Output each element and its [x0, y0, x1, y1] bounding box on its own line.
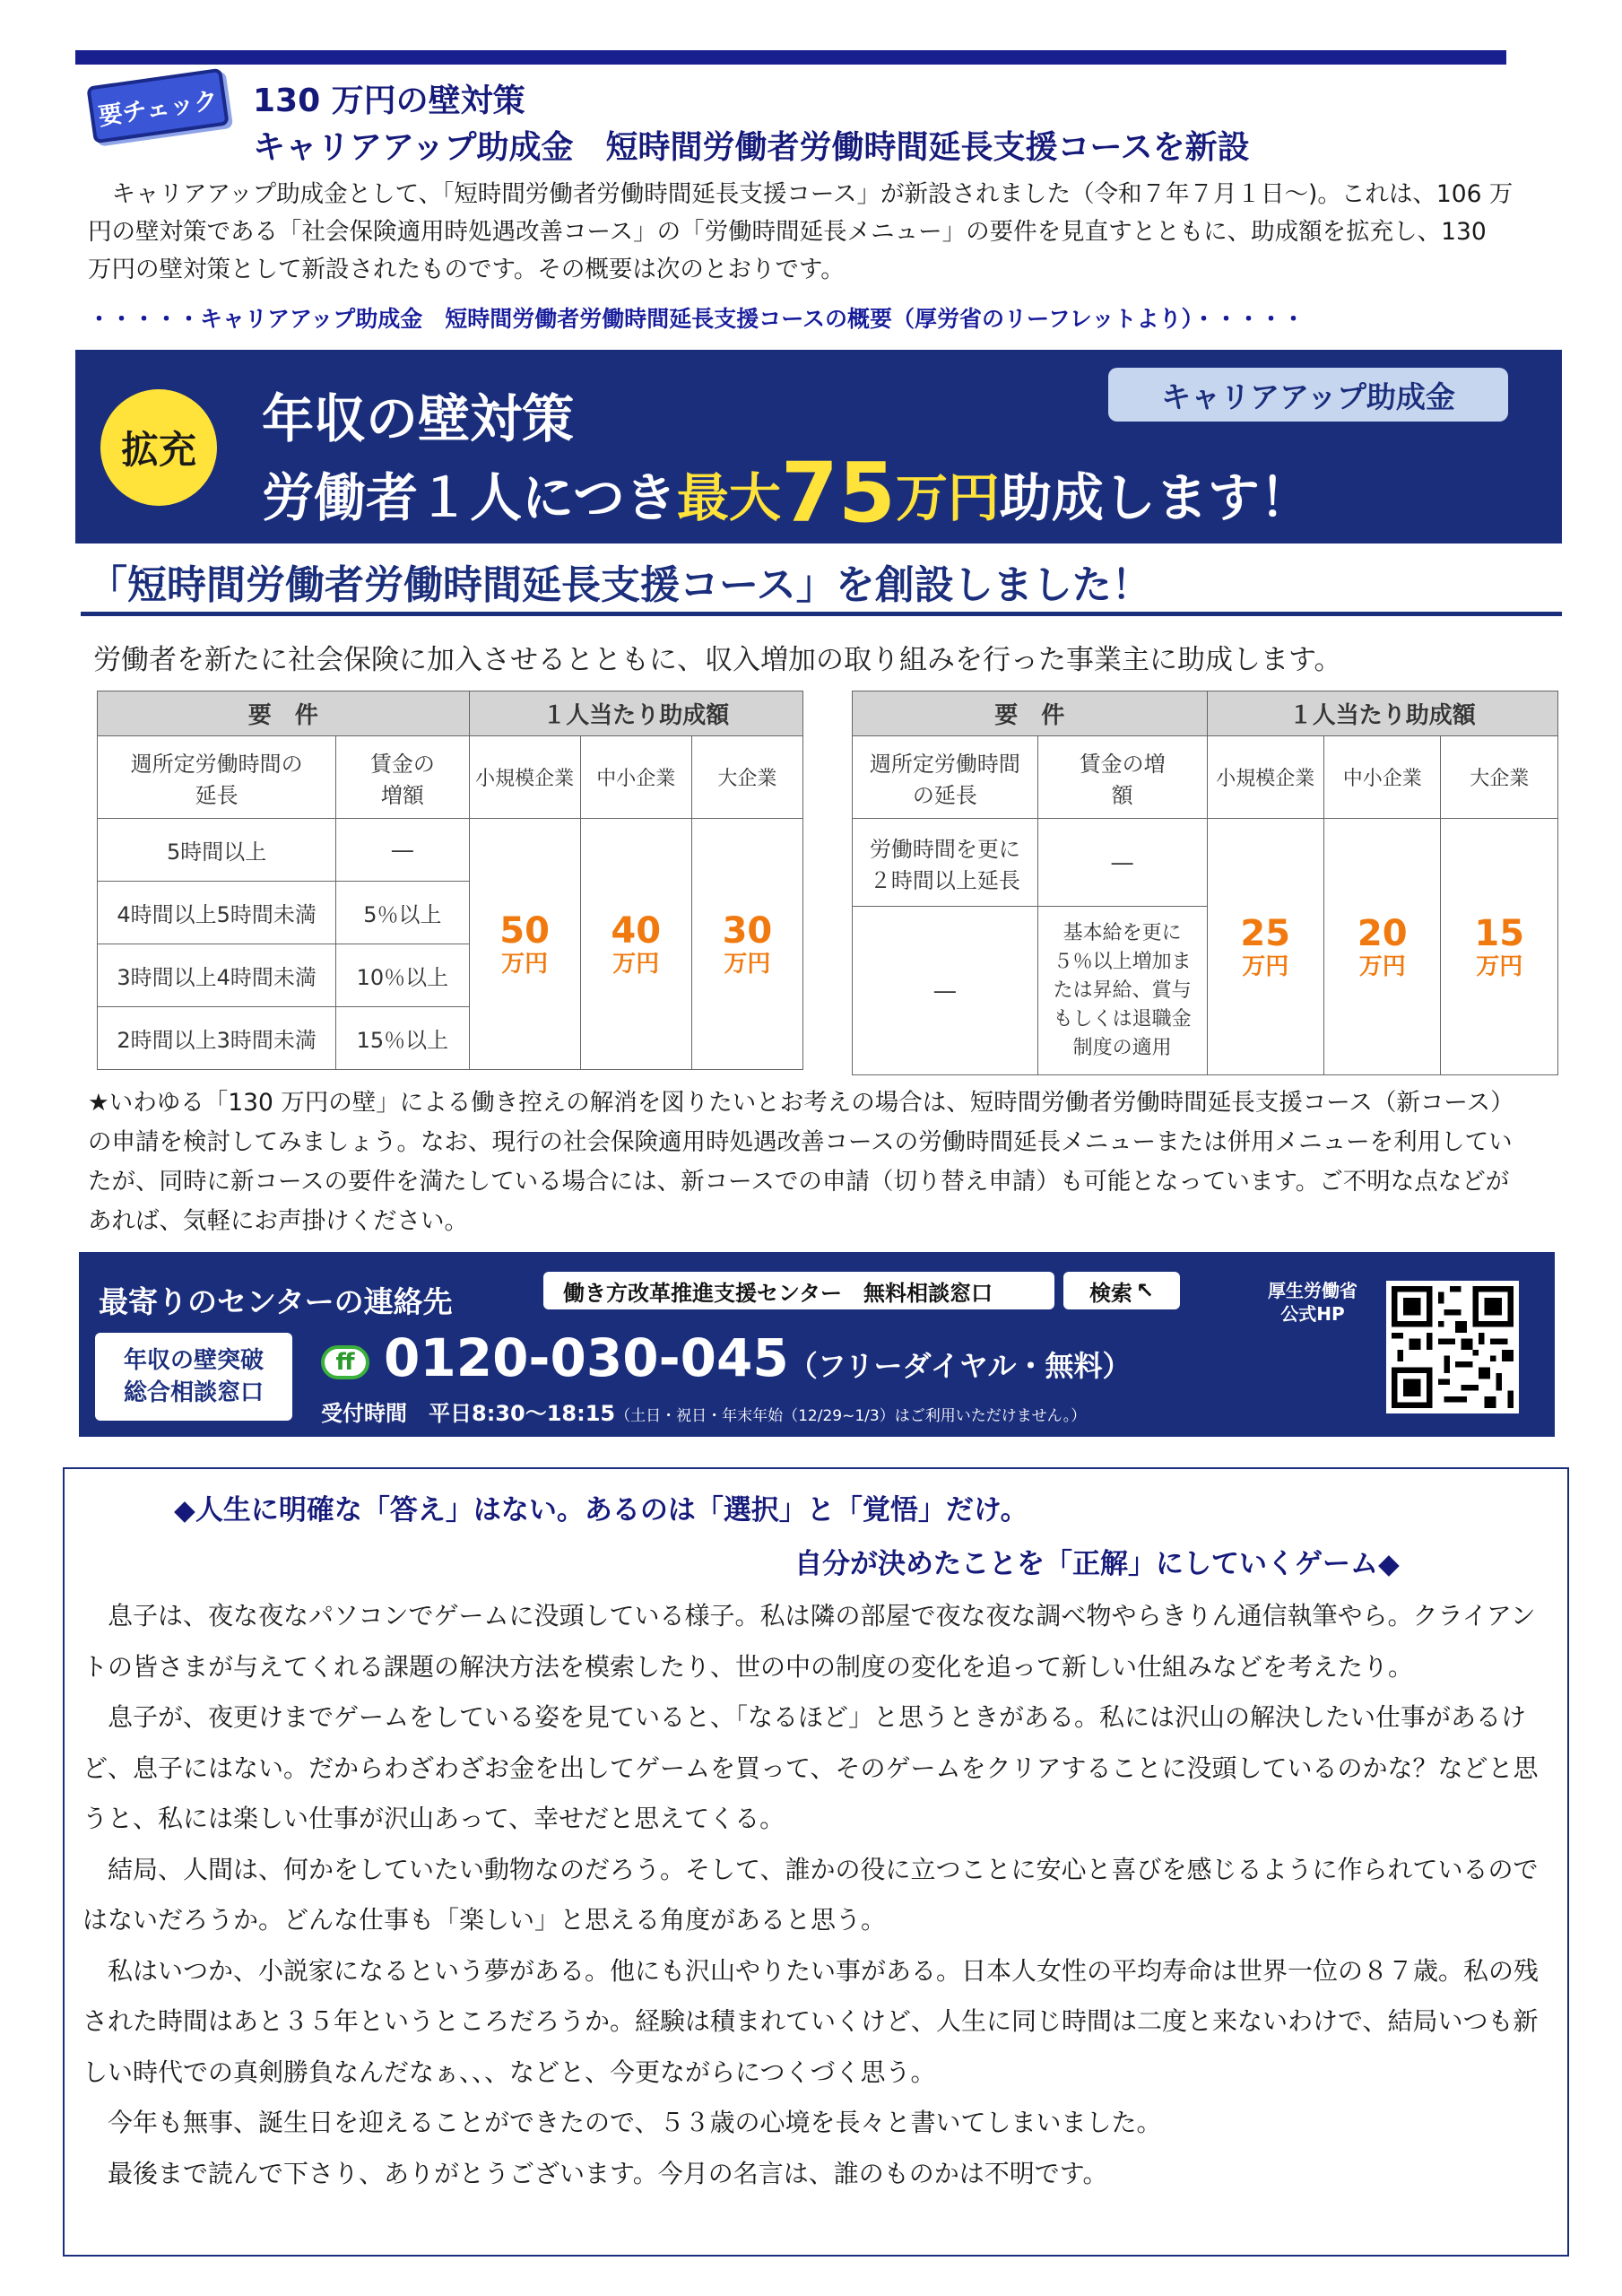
consultation-window: 年収の壁突破 総合相談窓口	[95, 1333, 292, 1421]
essay-paragraph: 息子は、夜な夜なパソコンでゲームに没頭している様子。私は隣の部屋で夜な夜な調べ物やらきりん通信執筆やら。クライアントの皆さまが与えてくれる課題の解決方法を模索したり、世の中の制度の変化を追って新しい仕組みなどを考えたり。	[82, 1601, 1536, 1682]
essay-paragraph: 今年も無事、誕生日を迎えることができたので、５３歳の心境を長々と書いてしまいました。	[108, 2108, 1162, 2137]
banner-pre: 労働者１人につき	[262, 467, 677, 528]
banner-post: 助成します！	[999, 467, 1312, 528]
header-requirements: 要 件	[853, 691, 1208, 736]
essay-heading-2: 自分が決めたことを「正解」にしていくゲーム◆	[794, 1548, 1400, 1580]
amount-large: 15 万円	[1441, 819, 1558, 1075]
course-title-rule	[81, 612, 1562, 616]
banner-max: 最大	[676, 467, 781, 528]
col-small: 小規模企業	[469, 736, 580, 819]
col-wage: 賃金の増額	[336, 736, 469, 819]
col-large: 大企業	[691, 736, 802, 819]
amount-mid: 20 万円	[1323, 819, 1440, 1075]
banner	[75, 350, 1562, 544]
course-lead: 労働者を新たに社会保険に加入させるとともに、収入増加の取り組みを行った事業主に助成します。	[93, 644, 1342, 676]
amount-small: 25 万円	[1207, 819, 1323, 1075]
office-hours: 受付時間 平日8:30〜18:15（土日・祝日・年末年始（12/29~1/3）はご利用いただけません。）	[321, 1401, 1087, 1426]
header-requirements: 要 件	[98, 691, 470, 736]
headline-1: 130 万円の壁対策	[253, 83, 525, 119]
requirements-table-left	[97, 691, 803, 1070]
requirements-table-right	[852, 691, 1558, 1075]
row-wage: ―	[336, 819, 469, 882]
amount-large: 30 万円	[691, 819, 802, 1070]
section-caption: ・・・・・キャリアアップ助成金 短時間労働者労働時間延長支援コースの概要（厚労省のリーフレットより）・・・・・	[88, 306, 1305, 332]
contact-title: 最寄りのセンターの連絡先	[99, 1284, 453, 1319]
program-pill: キャリアアップ助成金	[1108, 368, 1508, 422]
freedial-icon: ff	[321, 1345, 369, 1379]
mhlw-label: 厚生労働省 公式HP	[1268, 1280, 1357, 1325]
row-wage: 基本給を更に５％以上増加または昇給、賞与もしくは退職金制度の適用	[1037, 907, 1207, 1075]
essay-body	[82, 1591, 1553, 2199]
cursor-icon: ↖	[1135, 1278, 1155, 1303]
row-wage: 10％以上	[336, 944, 469, 1007]
phone-number[interactable]: 0120-030-045（フリーダイヤル・無料）	[384, 1327, 1132, 1388]
contact-box	[79, 1252, 1555, 1437]
row-hours: 5時間以上	[98, 819, 336, 882]
amount-mid: 40 万円	[580, 819, 691, 1070]
col-mid: 中小企業	[1323, 736, 1440, 819]
essay-paragraph: 私はいつか、小説家になるという夢がある。他にも沢山やりたい事がある。日本人女性の平均寿命は世界一位の８７歳。私の残された時間はあと３５年というところだろうか。経験は積まれていくけど、人生に同じ時間は二度と来ないわけで、結局いつも新しい時代での真剣勝負なんだなぁ、、、などと、今更ながらにつくづく思う。	[82, 1955, 1540, 2087]
row-wage: 5％以上	[336, 882, 469, 944]
col-hours: 週所定労働時間の延長	[853, 736, 1038, 819]
col-hours: 週所定労働時間の延長	[98, 736, 336, 819]
banner-amount: 75	[780, 445, 896, 541]
essay-box	[63, 1467, 1569, 2257]
expansion-badge: 拡充	[100, 389, 217, 506]
col-small: 小規模企業	[1207, 736, 1323, 819]
row-wage: ―	[1037, 819, 1207, 907]
essay-heading-1: ◆人生に明確な「答え」はない。あるのは「選択」と「覚悟」だけ。	[174, 1494, 1028, 1526]
banner-line-1: 年収の壁対策	[262, 388, 575, 449]
col-mid: 中小企業	[580, 736, 691, 819]
header-amount: １人当たり助成額	[469, 691, 802, 736]
banner-unit: 万円	[895, 467, 1000, 528]
row-wage: 15％以上	[336, 1007, 469, 1070]
course-title: 「短時間労働者労働時間延長支援コース」を創設しました！	[88, 562, 1151, 608]
search-keyword: 働き方改革推進支援センター 無料相談窓口	[543, 1272, 1054, 1309]
qr-code-icon[interactable]	[1386, 1281, 1519, 1413]
row-hours: 労働時間を更に２時間以上延長	[853, 819, 1038, 907]
search-button[interactable]: 検索 ↖	[1063, 1272, 1180, 1309]
col-wage: 賃金の増額	[1037, 736, 1207, 819]
essay-paragraph: 息子が、夜更けまでゲームをしている姿を見ていると、「なるほど」と思うときがある。私には沢山の解決したい仕事があるけど、息子にはない。だからわざわざお金を出してゲームを買って、そのゲームをクリアすることに没頭しているのかな？などと思うと、私には楽しい仕事が沢山あって、幸せだと思えてくる。	[82, 1702, 1539, 1833]
top-rule	[75, 50, 1506, 65]
row-hours: 2時間以上3時間未満	[98, 1007, 336, 1070]
note-paragraph: ★いわゆる「130 万円の壁」による働き控えの解消を図りたいとお考えの場合は、短時間労働者労働時間延長支援コース（新コース）の申請を検討してみましょう。なお、現行の社会保険適用時処遇改善コースの労働時間延長メニューまたは併用メニューを利用していたが、同時に新コースの要件を満たしている場合には、新コースでの申請（切り替え申請）も可能となっています。ご不明な点などがあれば、気軽にお声掛けください。	[88, 1089, 1514, 1235]
essay-paragraph: 結局、人間は、何かをしていたい動物なのだろう。そして、誰かの役に立つことに安心と喜びを感じるように作られているのではないだろうか。どんな仕事も「楽しい」と思える角度があると思う。	[82, 1854, 1539, 1935]
row-hours: ―	[853, 907, 1038, 1075]
header-amount: １人当たり助成額	[1207, 691, 1558, 736]
headline-2: キャリアアップ助成金 短時間労働者労働時間延長支援コースを新設	[253, 129, 1250, 166]
col-large: 大企業	[1441, 736, 1558, 819]
banner-line-2	[262, 445, 1312, 541]
amount-small: 50 万円	[469, 819, 580, 1070]
check-badge: 要チェック	[86, 68, 229, 144]
essay-paragraph: 最後まで読んで下さり、ありがとうございます。今月の名言は、誰のものかは不明です。	[108, 2158, 1108, 2188]
row-hours: 4時間以上5時間未満	[98, 882, 336, 944]
intro-paragraph: キャリアアップ助成金として、「短時間労働者労働時間延長支援コース」が新設されました（令和７年７月１日〜)。これは、106 万円の壁対策である「社会保険適用時処遇改善コース」の「労働時間延長メニュー」の要件を見直すとともに、助成額を拡充し、130 万円の壁対策として新設されたものです。その概要は次のとおりです。	[88, 180, 1514, 283]
row-hours: 3時間以上4時間未満	[98, 944, 336, 1007]
